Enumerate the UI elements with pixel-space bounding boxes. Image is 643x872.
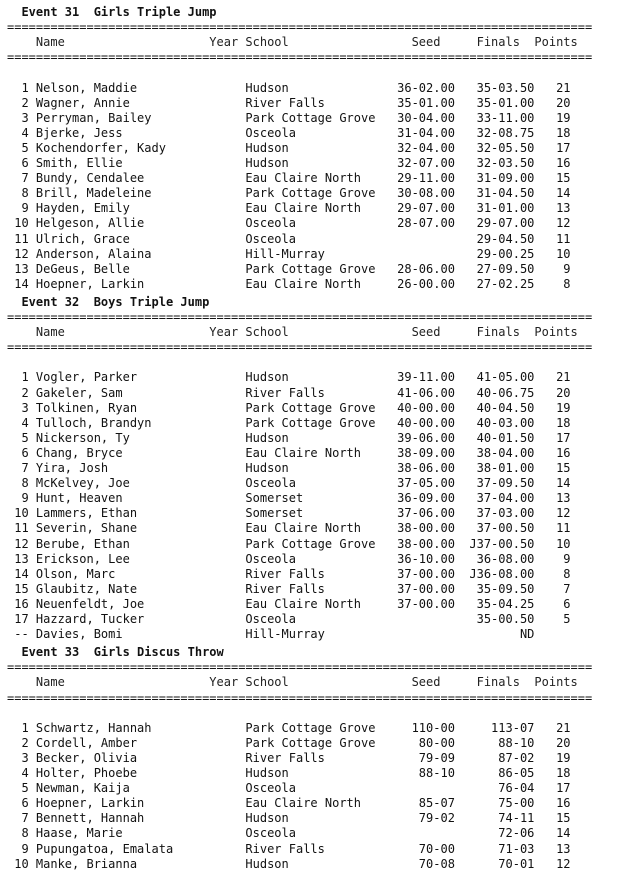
result-row: 3 Tolkinen, Ryan Park Cottage Grove 40-00.00 40-04.50 19 <box>7 400 571 415</box>
result-row: 13 DeGeus, Belle Park Cottage Grove 28-06.00 27-09.50 9 <box>7 261 571 276</box>
result-row: 13 Erickson, Lee Osceola 36-10.00 36-08.00 9 <box>7 551 571 566</box>
result-row: 2 Wagner, Annie River Falls 35-01.00 35-01.00 20 <box>7 95 571 110</box>
result-row: 1 Schwartz, Hannah Park Cottage Grove 110-00 113-07 21 <box>7 720 571 735</box>
result-row: 9 Hunt, Heaven Somerset 36-09.00 37-04.00 13 <box>7 491 571 506</box>
result-row: 2 Gakeler, Sam River Falls 41-06.00 40-06.75 20 <box>7 385 571 400</box>
event-title: Event 33 Girls Discus Throw <box>7 645 224 660</box>
result-row: 5 Kochendorfer, Kady Hudson 32-04.00 32-05.50 17 <box>7 140 571 155</box>
event-title: Event 32 Boys Triple Jump <box>7 294 210 309</box>
result-row: 7 Yira, Josh Hudson 38-06.00 38-01.00 15 <box>7 461 571 475</box>
result-row: 5 Newman, Kaija Osceola 76-04 17 <box>7 781 571 796</box>
result-row: 8 Brill, Madeleine Park Cottage Grove 30-08.00 31-04.50 14 <box>7 186 571 201</box>
result-row: 6 Smith, Ellie Hudson 32-07.00 32-03.50 16 <box>7 156 571 170</box>
double-rule: ================================================================================= <box>7 660 593 675</box>
header-rule: ================================================================================= <box>7 50 593 65</box>
result-row: 1 Nelson, Maddie Hudson 36-02.00 35-03.50 21 <box>7 80 571 95</box>
result-row: 11 Severin, Shane Eau Claire North 38-00.00 37-00.50 11 <box>7 521 571 536</box>
result-row: 5 Nickerson, Ty Hudson 39-06.00 40-01.50 17 <box>7 430 571 445</box>
result-row: 8 McKelvey, Joe Osceola 37-05.00 37-09.50 14 <box>7 476 571 491</box>
result-row: 9 Pupungatoa, Emalata River Falls 70-00 71-03 13 <box>7 841 571 856</box>
result-row: 2 Cordell, Amber Park Cottage Grove 80-00 88-10 20 <box>7 735 571 750</box>
result-row: 17 Hazzard, Tucker Osceola 35-00.50 5 <box>7 612 571 626</box>
result-row: 4 Holter, Phoebe Hudson 88-10 86-05 18 <box>7 766 571 780</box>
result-row: 10 Lammers, Ethan Somerset 37-06.00 37-03.00 12 <box>7 506 571 521</box>
result-row: 15 Glaubitz, Nate River Falls 37-00.00 35-09.50 7 <box>7 581 571 596</box>
result-row: 3 Perryman, Bailey Park Cottage Grove 30-04.00 33-11.00 19 <box>7 110 571 125</box>
result-row: 7 Bundy, Cendalee Eau Claire North 29-11.00 31-09.00 15 <box>7 171 571 186</box>
result-row: 9 Hayden, Emily Eau Claire North 29-07.00 31-01.00 13 <box>7 201 571 216</box>
result-row: 14 Hoepner, Larkin Eau Claire North 26-00.00 27-02.25 8 <box>7 276 571 291</box>
result-row: 8 Haase, Marie Osceola 72-06 14 <box>7 826 571 841</box>
double-rule: ================================================================================= <box>7 310 593 324</box>
result-row: 6 Chang, Bryce Eau Claire North 38-09.00 38-04.00 16 <box>7 445 571 460</box>
result-row: 6 Hoepner, Larkin Eau Claire North 85-07 75-00 16 <box>7 796 571 811</box>
header-rule: ================================================================================= <box>7 690 593 705</box>
result-row: 12 Anderson, Alaina Hill-Murray 29-00.25 10 <box>7 246 571 261</box>
result-row: 3 Becker, Olivia River Falls 79-09 87-02 19 <box>7 750 571 765</box>
result-row: 4 Tulloch, Brandyn Park Cottage Grove 40-00.00 40-03.00 18 <box>7 415 571 430</box>
double-rule: ================================================================================= <box>7 20 593 35</box>
event-title: Event 31 Girls Triple Jump <box>7 5 217 19</box>
result-row: 4 Bjerke, Jess Osceola 31-04.00 32-08.75 18 <box>7 125 571 140</box>
header-rule: ================================================================================= <box>7 340 593 355</box>
result-row: 10 Helgeson, Allie Osceola 28-07.00 29-07.00 12 <box>7 216 571 231</box>
result-row: 10 Manke, Brianna Hudson 70-08 70-01 12 <box>7 856 571 871</box>
result-row: 12 Berube, Ethan Park Cottage Grove 38-00.00 J37-00.50 10 <box>7 536 571 551</box>
column-header: Name Year School Seed Finals Points <box>7 35 578 50</box>
result-row: 7 Bennett, Hannah Hudson 79-02 74-11 15 <box>7 811 571 826</box>
result-row: 1 Vogler, Parker Hudson 39-11.00 41-05.00 21 <box>7 370 571 385</box>
result-row: 11 Ulrich, Grace Osceola 29-04.50 11 <box>7 231 571 246</box>
column-header: Name Year School Seed Finals Points <box>7 675 578 690</box>
result-row: 16 Neuenfeldt, Joe Eau Claire North 37-00.00 35-04.25 6 <box>7 596 571 611</box>
result-row: -- Davies, Bomi Hill-Murray ND <box>7 627 535 642</box>
column-header: Name Year School Seed Finals Points <box>7 325 578 340</box>
result-row: 14 Olson, Marc River Falls 37-00.00 J36-08.00 8 <box>7 566 571 581</box>
